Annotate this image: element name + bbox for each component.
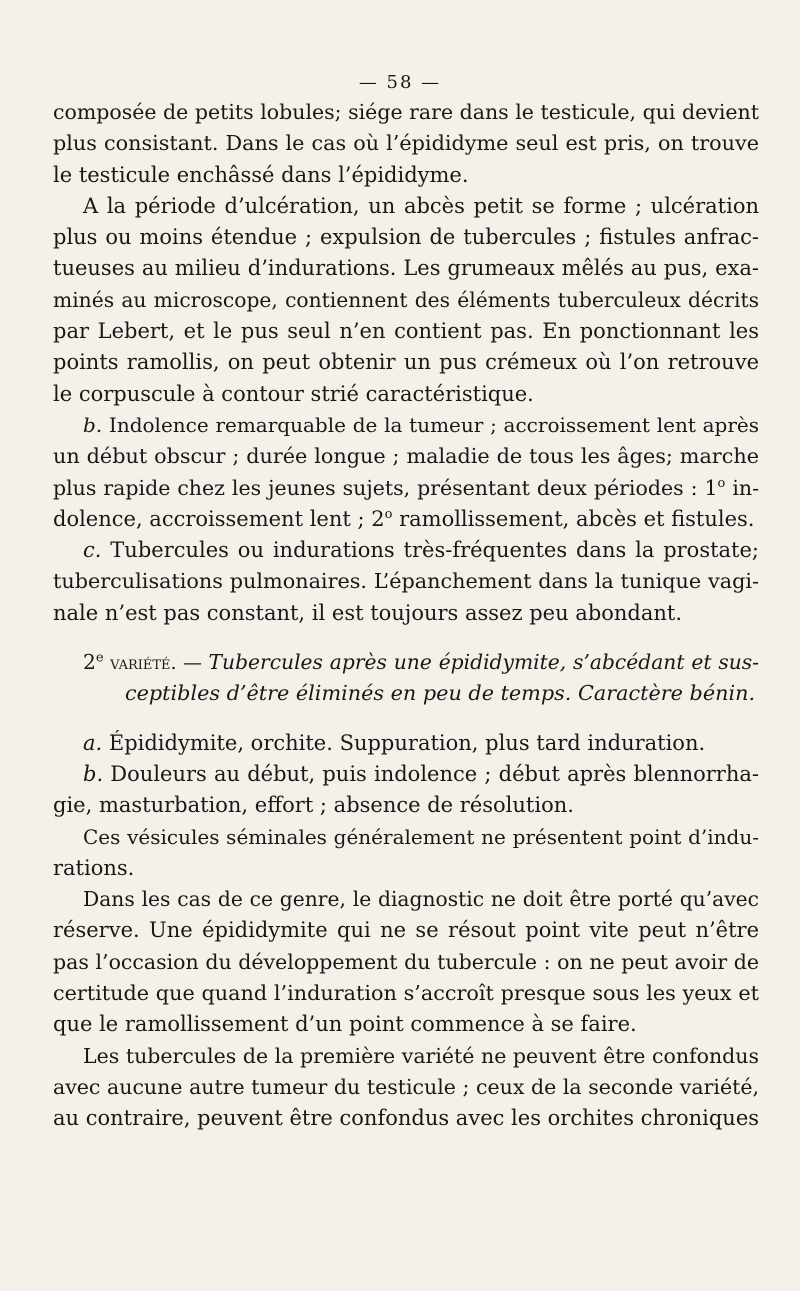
- text-line: [53, 535, 759, 566]
- text-line: tuberculisations pulmonaires. L’épanchement dans la tunique vagi-: [53, 569, 759, 594]
- text-line: tueuses au milieu d’indurations. Les grumeaux mêlés au pus, exa-: [53, 256, 759, 281]
- superscript: o: [717, 475, 726, 491]
- text-line: le testicule enchâssé dans l’épididyme.: [53, 162, 469, 187]
- text-span: Indolence remarquable de la tumeur ; accroissement lent après: [102, 412, 759, 437]
- text-line: Ces vésicules séminales généralement ne présentent point d’indu-: [83, 824, 759, 849]
- text-line: [53, 759, 759, 790]
- heading-number: 2: [83, 650, 96, 675]
- text-line: réserve. Une épididymite qui ne se résout point vite peut n’être: [53, 918, 759, 943]
- text-line: plus consistant. Dans le cas où l’épididyme seul est pris, on trouve: [53, 131, 759, 156]
- text-line: composée de petits lobules; siége rare dans le testicule, qui devient: [53, 100, 759, 124]
- text-span: ramollissement, abcès et fistules.: [392, 506, 755, 531]
- text-line: [53, 410, 759, 441]
- heading-title: ceptibles d’être éliminés en peu de temps. Caractère bénin.: [125, 681, 756, 706]
- text-line: que le ramollissement d’un point commence à se faire.: [53, 1012, 637, 1037]
- text-span: Douleurs au début, puis indolence ; début après blennorrha-: [103, 761, 759, 786]
- text-line: certitude que quand l’induration s’accroît presque sous les yeux et: [53, 981, 759, 1006]
- text-line: pas l’occasion du développement du tubercule : on ne peut avoir de: [53, 949, 759, 974]
- text-line: [53, 473, 759, 504]
- text-line: rations.: [53, 855, 135, 880]
- text-span: in-: [725, 475, 760, 500]
- text-span: Tubercules ou indurations très-fréquentes dans la prostate;: [101, 538, 759, 563]
- section-heading: [53, 647, 759, 678]
- text-line: [53, 504, 759, 535]
- text-line: gie, masturbation, effort ; absence de résolution.: [53, 793, 574, 818]
- superscript: e: [95, 650, 104, 666]
- body-text: [53, 97, 759, 1135]
- text-line: le corpuscule à contour strié caractéristique.: [53, 381, 534, 406]
- text-line: par Lebert, et le pus seul n’en contient pas. En ponctionnant les: [53, 319, 759, 344]
- text-span: Épididymite, orchite. Suppuration, plus tard induration.: [102, 730, 706, 755]
- item-letter: c.: [83, 538, 102, 563]
- text-line: Les tubercules de la première variété ne peuvent être confondus: [83, 1043, 759, 1068]
- page-number: — 58 —: [358, 72, 442, 93]
- item-letter: b.: [83, 761, 104, 786]
- text-line: minés au microscope, contiennent des éléments tuberculeux décrits: [53, 287, 759, 312]
- spacer: [53, 710, 759, 728]
- text-line: au contraire, peuvent être confondus avec les orchites chroniques: [53, 1106, 760, 1131]
- heading-title: Tubercules après une épididymite, s’abcédant et sus-: [208, 650, 759, 675]
- text-line: plus ou moins étendue ; expulsion de tubercules ; fistules anfrac-: [53, 225, 759, 250]
- text-span: plus rapide chez les jeunes sujets, présentant deux périodes : 1: [53, 475, 718, 500]
- text-line: avec aucune autre tumeur du testicule ; ceux de la seconde variété,: [53, 1074, 759, 1099]
- text-line: un début obscur ; durée longue ; maladie de tous les âges; marche: [53, 444, 759, 469]
- text-span: dolence, accroissement lent ; 2: [53, 506, 385, 531]
- text-line: A la période d’ulcération, un abcès petit se forme ; ulcération: [83, 193, 759, 218]
- text-line: Dans les cas de ce genre, le diagnostic ne doit être porté qu’avec: [83, 887, 759, 912]
- superscript: o: [384, 506, 393, 522]
- heading-label: variété. —: [103, 652, 209, 675]
- spacer: [53, 629, 759, 647]
- text-line: points ramollis, on peut obtenir un pus crémeux où l’on retrouve: [53, 350, 759, 375]
- text-line: [53, 728, 759, 759]
- section-heading-continued: [53, 678, 759, 709]
- item-letter: a.: [83, 730, 103, 755]
- item-letter: b.: [83, 412, 103, 437]
- text-line: nale n’est pas constant, il est toujours assez peu abondant.: [53, 600, 683, 625]
